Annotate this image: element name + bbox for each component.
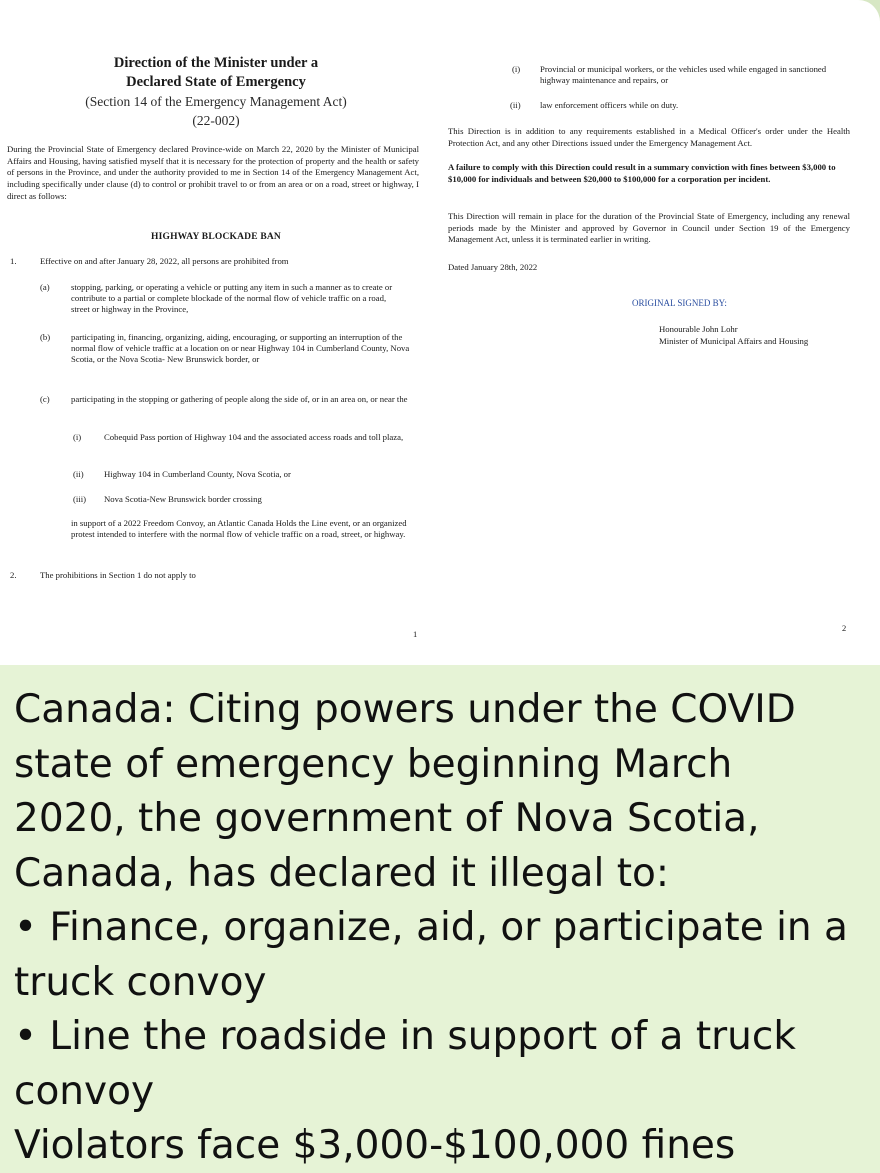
exception-ii-text: law enforcement officers while on duty. — [540, 100, 679, 110]
page-number-2: 2 — [842, 623, 847, 633]
section-1-number: 1. — [10, 256, 17, 266]
penalty-paragraph: A failure to comply with this Direction could result in a summary conviction with fines between $3,000 to $10,000 for individuals and between $20,000 to $100,000 for a corporation per incident. — [448, 162, 836, 184]
item-b-label: (b) — [40, 332, 51, 342]
sub-item-iii-label: (iii) — [73, 494, 87, 504]
section-2-text: The prohibitions in Section 1 do not apply to — [40, 570, 196, 580]
item-c-text: participating in the stopping or gathering of people along the side of, or in an area on, or near the — [71, 394, 408, 404]
caption-bullet-1: • Finance, organize, aid, or participate in a — [14, 905, 848, 950]
caption-line: Canada, has declared it illegal to: — [14, 850, 669, 896]
caption-line: Canada: Citing powers under the COVID — [14, 687, 796, 732]
caption-line: Violators face $3,000-$100,000 fines — [14, 1123, 736, 1168]
signer-name: Honourable John Lohr — [659, 324, 738, 334]
caption-bullet-2: • Line the roadside in support of a truck — [14, 1014, 796, 1059]
intro-paragraph: During the Provincial State of Emergency declared Province-wide on March 22, 2020 by the Minister of Municipal Affairs and Housing, having satisfied myself that it is necessary for the protection of property and the health or safety of persons in the Province, and under the authority provided to me in Section 14 of the Emergency Management Act, including specifically under clause (d) to control or prohibit travel to or from an area or on a road, street or highway, I direct as follows: — [7, 144, 419, 201]
item-a-text: stopping, parking, or operating a vehicle or putting any item in such a manner as to create or contribute to a partial or complete blockade of the normal flow of vehicle traffic on a road, street or highway in the Province, — [71, 282, 393, 314]
duration-paragraph: This Direction will remain in place for the duration of the Provincial State of Emergency, including any renewal periods made by the Minister and approved by Governor in Council under Section 19 of the Emergency Management Act, unless it is terminated earlier in writing. — [448, 211, 850, 245]
section-heading: HIGHWAY BLOCKADE BAN — [151, 232, 281, 242]
document-title-line-1: Direction of the Minister under a — [113, 55, 319, 71]
caption-line: state of emergency beginning March — [14, 741, 733, 787]
page-number-1: 1 — [413, 629, 418, 639]
exception-i-text: Provincial or municipal workers, or the vehicles used while engaged in sanctioned highway maintenance and repairs, or — [540, 64, 827, 85]
sub-item-ii-label: (ii) — [73, 469, 84, 479]
caption-line: truck convoy — [14, 959, 267, 1005]
document-title-line-2: Declared State of Emergency — [126, 74, 306, 90]
sub-item-ii-text: Highway 104 in Cumberland County, Nova Scotia, or — [104, 469, 291, 479]
caption-line: 2020, the government of Nova Scotia, — [14, 796, 760, 841]
sub-item-i-text: Cobequid Pass portion of Highway 104 and the associated access roads and toll plaza, — [104, 432, 404, 442]
item-b-text: participating in, financing, organizing, aiding, encouraging, or supporting an interruption of the normal flow of vehicle traffic at a location on or near Highway 104 in Cumberland County, Nova Scotia, or the Nova Scotia- New Brunswick border, or — [71, 332, 410, 364]
exception-ii-label: (ii) — [510, 100, 521, 110]
item-a-label: (a) — [40, 282, 50, 292]
message-caption — [14, 683, 870, 1173]
document-subtitle-line-2: (22-002) — [192, 113, 240, 128]
dated-line: Dated January 28th, 2022 — [448, 262, 538, 272]
support-paragraph: in support of a 2022 Freedom Convoy, an Atlantic Canada Holds the Line event, or an organized protest intended to interfere with the normal flow of vehicle traffic on a road, street, or highway. — [71, 518, 407, 539]
sub-item-iii-text: Nova Scotia-New Brunswick border crossing — [104, 494, 262, 504]
sub-item-i-label: (i) — [73, 432, 82, 442]
exception-i-label: (i) — [512, 64, 521, 74]
document-subtitle-line-1: (Section 14 of the Emergency Management Act) — [85, 94, 347, 109]
section-1-text: Effective on and after January 28, 2022, all persons are prohibited from — [40, 256, 289, 266]
item-c-label: (c) — [40, 394, 50, 404]
addition-paragraph: This Direction is in addition to any requirements established in a Medical Officer's order under the Health Protection Act, and any other Directions issued under the Emergency Management Act. — [448, 126, 850, 148]
section-2-number: 2. — [10, 570, 17, 580]
original-signed-by: ORIGINAL SIGNED BY: — [632, 298, 727, 308]
signer-title: Minister of Municipal Affairs and Housing — [659, 336, 809, 346]
caption-line: convoy — [14, 1068, 155, 1114]
